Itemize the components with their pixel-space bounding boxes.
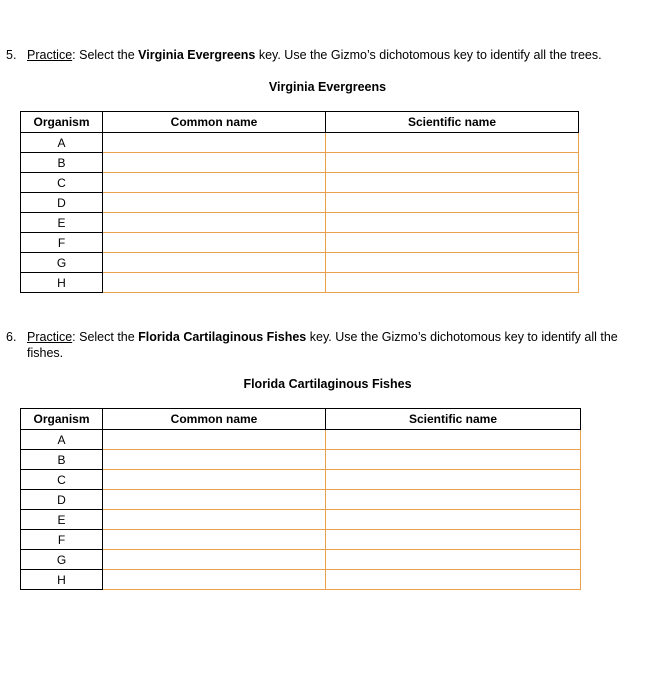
header-common-name: Common name	[103, 112, 326, 133]
common-name-cell[interactable]	[103, 430, 326, 450]
scientific-name-cell[interactable]	[326, 133, 579, 153]
header-scientific-name: Scientific name	[326, 409, 581, 430]
scientific-name-cell[interactable]	[326, 273, 579, 293]
table-row	[21, 430, 581, 450]
question-text-part: key. Use the Gizmo’s dichotomous key to identify all the trees.	[255, 48, 602, 62]
scientific-name-cell[interactable]	[326, 490, 581, 510]
common-name-cell[interactable]	[103, 173, 326, 193]
header-common-name: Common name	[103, 409, 326, 430]
scientific-name-cell[interactable]	[326, 193, 579, 213]
organism-cell: F	[21, 233, 103, 253]
scientific-name-cell[interactable]	[326, 233, 579, 253]
scientific-name-cell[interactable]	[326, 173, 579, 193]
common-name-cell[interactable]	[103, 490, 326, 510]
virginia-evergreens-table	[20, 111, 579, 293]
question-text-part: : Select the	[72, 330, 139, 344]
question-5	[6, 47, 646, 63]
common-name-cell[interactable]	[103, 233, 326, 253]
common-name-cell[interactable]	[103, 213, 326, 233]
common-name-cell[interactable]	[103, 450, 326, 470]
question-text	[27, 47, 646, 63]
table-title: Florida Cartilaginous Fishes	[243, 377, 412, 391]
common-name-cell[interactable]	[103, 153, 326, 173]
organism-cell: C	[21, 173, 103, 193]
table-row	[21, 550, 581, 570]
question-text-part: key. Use the Gizmo’s dichotomous key to identify all the fishes.	[27, 330, 618, 360]
organism-cell: G	[21, 253, 103, 273]
question-number: 6.	[6, 330, 17, 344]
table-row	[21, 233, 579, 253]
common-name-cell[interactable]	[103, 193, 326, 213]
organism-cell: B	[21, 450, 103, 470]
table-row	[21, 510, 581, 530]
common-name-cell[interactable]	[103, 530, 326, 550]
table-row	[21, 173, 579, 193]
scientific-name-cell[interactable]	[326, 450, 581, 470]
common-name-cell[interactable]	[103, 470, 326, 490]
table-title: Virginia Evergreens	[268, 80, 387, 94]
organism-cell: C	[21, 470, 103, 490]
table-row	[21, 530, 581, 550]
table-row	[21, 570, 581, 590]
table-row	[21, 470, 581, 490]
organism-cell: B	[21, 153, 103, 173]
table-row	[21, 450, 581, 470]
organism-cell: F	[21, 530, 103, 550]
common-name-cell[interactable]	[103, 510, 326, 530]
organism-cell: H	[21, 273, 103, 293]
scientific-name-cell[interactable]	[326, 213, 579, 233]
organism-cell: E	[21, 213, 103, 233]
scientific-name-cell[interactable]	[326, 570, 581, 590]
common-name-cell[interactable]	[103, 253, 326, 273]
scientific-name-cell[interactable]	[326, 153, 579, 173]
scientific-name-cell[interactable]	[326, 430, 581, 450]
header-organism: Organism	[21, 409, 103, 430]
question-6	[6, 329, 646, 361]
common-name-cell[interactable]	[103, 133, 326, 153]
florida-cartilaginous-fishes-table	[20, 408, 581, 590]
header-organism: Organism	[21, 112, 103, 133]
scientific-name-cell[interactable]	[326, 470, 581, 490]
table-row	[21, 153, 579, 173]
common-name-cell[interactable]	[103, 273, 326, 293]
table-row	[21, 273, 579, 293]
question-text-part: : Select the	[72, 48, 139, 62]
organism-cell: D	[21, 490, 103, 510]
table-header-row	[21, 409, 581, 430]
scientific-name-cell[interactable]	[326, 253, 579, 273]
table-row	[21, 490, 581, 510]
table-row	[21, 213, 579, 233]
organism-cell: A	[21, 430, 103, 450]
key-name: Florida Cartilaginous Fishes	[138, 330, 307, 344]
scientific-name-cell[interactable]	[326, 510, 581, 530]
table-row	[21, 193, 579, 213]
table-row	[21, 133, 579, 153]
table-row	[21, 253, 579, 273]
table-header-row	[21, 112, 579, 133]
common-name-cell[interactable]	[103, 550, 326, 570]
organism-cell: H	[21, 570, 103, 590]
question-text	[27, 329, 646, 361]
organism-cell: E	[21, 510, 103, 530]
scientific-name-cell[interactable]	[326, 530, 581, 550]
header-scientific-name: Scientific name	[326, 112, 579, 133]
scientific-name-cell[interactable]	[326, 550, 581, 570]
organism-cell: G	[21, 550, 103, 570]
question-number: 5.	[6, 48, 17, 62]
organism-cell: A	[21, 133, 103, 153]
key-name: Virginia Evergreens	[138, 48, 256, 62]
organism-cell: D	[21, 193, 103, 213]
common-name-cell[interactable]	[103, 570, 326, 590]
practice-label: Practice	[27, 330, 73, 344]
practice-label: Practice	[27, 48, 73, 62]
